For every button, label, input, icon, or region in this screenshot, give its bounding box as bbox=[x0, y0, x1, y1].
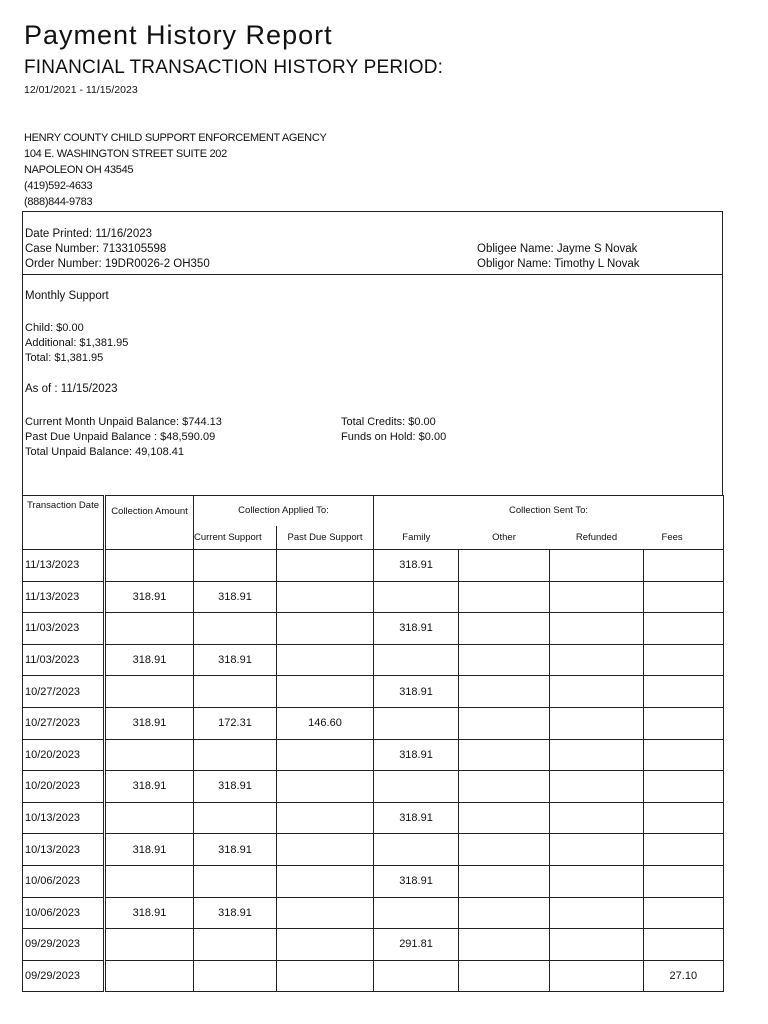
cell-collection-amount bbox=[105, 929, 194, 961]
cell-fees bbox=[644, 865, 724, 897]
table-row bbox=[23, 960, 724, 992]
cell-family: 318.91 bbox=[374, 550, 459, 582]
cell-current-support: 318.91 bbox=[194, 644, 277, 676]
table-row bbox=[23, 771, 724, 803]
cell-date: 10/20/2023 bbox=[23, 739, 105, 771]
cell-family bbox=[374, 771, 459, 803]
cell-past-due-support bbox=[277, 771, 374, 803]
cell-collection-amount bbox=[105, 739, 194, 771]
header-past-due-support: Past Due Support bbox=[277, 526, 374, 550]
cell-date: 10/13/2023 bbox=[23, 802, 105, 834]
cell-other bbox=[459, 771, 550, 803]
transaction-table bbox=[22, 495, 724, 992]
table-row bbox=[23, 707, 724, 739]
cell-fees bbox=[644, 739, 724, 771]
cell-refunded bbox=[550, 802, 644, 834]
cell-fees bbox=[644, 644, 724, 676]
cell-fees bbox=[644, 897, 724, 929]
monthly-support-heading: Monthly Support bbox=[25, 290, 109, 302]
agency-name: HENRY COUNTY CHILD SUPPORT ENFORCEMENT AGENCY bbox=[24, 132, 327, 144]
cell-other bbox=[459, 834, 550, 866]
cell-refunded bbox=[550, 581, 644, 613]
cell-date: 10/27/2023 bbox=[23, 676, 105, 708]
cell-current-support: 172.31 bbox=[194, 707, 277, 739]
cell-current-support bbox=[194, 613, 277, 645]
cell-fees bbox=[644, 771, 724, 803]
cell-fees: 27.10 bbox=[644, 960, 724, 992]
funds-on-hold: Funds on Hold: $0.00 bbox=[341, 431, 447, 443]
cell-family bbox=[374, 644, 459, 676]
date-printed: Date Printed: 11/16/2023 bbox=[25, 228, 153, 240]
total-unpaid: Total Unpaid Balance: 49,108.41 bbox=[25, 446, 185, 458]
header-refunded: Refunded bbox=[550, 526, 644, 550]
cell-family: 318.91 bbox=[374, 739, 459, 771]
cell-current-support: 318.91 bbox=[194, 834, 277, 866]
cell-refunded bbox=[550, 739, 644, 771]
cell-collection-amount: 318.91 bbox=[105, 834, 194, 866]
header-fees: Fees bbox=[644, 526, 724, 550]
cell-date: 10/06/2023 bbox=[23, 897, 105, 929]
agency-street: 104 E. WASHINGTON STREET SUITE 202 bbox=[24, 148, 227, 160]
cell-fees bbox=[644, 550, 724, 582]
header-collection-amount: Collection Amount bbox=[105, 496, 194, 550]
cell-other bbox=[459, 581, 550, 613]
cell-collection-amount: 318.91 bbox=[105, 771, 194, 803]
cell-current-support bbox=[194, 676, 277, 708]
cell-family bbox=[374, 581, 459, 613]
cell-past-due-support bbox=[277, 802, 374, 834]
cell-collection-amount: 318.91 bbox=[105, 581, 194, 613]
cell-other bbox=[459, 613, 550, 645]
header-applied-to: Collection Applied To: bbox=[194, 496, 374, 526]
cell-other bbox=[459, 644, 550, 676]
table-row bbox=[23, 897, 724, 929]
order-number: Order Number: 19DR0026-2 OH350 bbox=[25, 258, 210, 270]
table-row bbox=[23, 550, 724, 582]
agency-block bbox=[24, 130, 327, 210]
agency-phone-1: (419)592-4633 bbox=[24, 180, 93, 192]
header-family: Family bbox=[374, 526, 459, 550]
cell-refunded bbox=[550, 960, 644, 992]
cell-other bbox=[459, 707, 550, 739]
cell-family: 291.81 bbox=[374, 929, 459, 961]
cell-family bbox=[374, 834, 459, 866]
cell-current-support bbox=[194, 802, 277, 834]
balances bbox=[25, 415, 222, 460]
cell-collection-amount bbox=[105, 613, 194, 645]
cell-refunded bbox=[550, 644, 644, 676]
header-other: Other bbox=[459, 526, 550, 550]
cell-fees bbox=[644, 581, 724, 613]
child-amount: Child: $0.00 bbox=[25, 322, 84, 334]
cell-collection-amount: 318.91 bbox=[105, 644, 194, 676]
table-row bbox=[23, 644, 724, 676]
transaction-rows bbox=[23, 550, 724, 992]
cell-current-support bbox=[194, 929, 277, 961]
cell-family bbox=[374, 897, 459, 929]
agency-city: NAPOLEON OH 43545 bbox=[24, 164, 134, 176]
cell-past-due-support bbox=[277, 897, 374, 929]
cell-other bbox=[459, 897, 550, 929]
cell-date: 10/20/2023 bbox=[23, 771, 105, 803]
cell-family: 318.91 bbox=[374, 676, 459, 708]
case-info-right bbox=[477, 242, 640, 272]
header-current-support: Current Support bbox=[194, 526, 277, 550]
cell-collection-amount bbox=[105, 960, 194, 992]
case-number: Case Number: 7133105598 bbox=[25, 243, 167, 255]
table-row bbox=[23, 929, 724, 961]
report-period: 12/01/2021 - 11/15/2023 bbox=[24, 84, 138, 96]
cell-current-support: 318.91 bbox=[194, 771, 277, 803]
cell-collection-amount bbox=[105, 802, 194, 834]
obligee-name: Obligee Name: Jayme S Novak bbox=[477, 243, 638, 255]
cell-collection-amount bbox=[105, 550, 194, 582]
cell-other bbox=[459, 802, 550, 834]
cell-past-due-support bbox=[277, 676, 374, 708]
support-amounts bbox=[25, 321, 128, 366]
cell-current-support bbox=[194, 550, 277, 582]
cell-collection-amount bbox=[105, 865, 194, 897]
table-row bbox=[23, 676, 724, 708]
cell-other bbox=[459, 676, 550, 708]
cell-current-support bbox=[194, 960, 277, 992]
cell-family: 318.91 bbox=[374, 865, 459, 897]
cell-refunded bbox=[550, 897, 644, 929]
cell-fees bbox=[644, 834, 724, 866]
cell-current-support: 318.91 bbox=[194, 581, 277, 613]
cell-past-due-support bbox=[277, 960, 374, 992]
cell-past-due-support bbox=[277, 834, 374, 866]
credits bbox=[341, 415, 446, 445]
obligor-name: Obligor Name: Timothy L Novak bbox=[477, 258, 640, 270]
header-sent-to: Collection Sent To: bbox=[374, 496, 724, 526]
additional-amount: Additional: $1,381.95 bbox=[25, 337, 129, 349]
past-due-unpaid: Past Due Unpaid Balance : $48,590.09 bbox=[25, 431, 216, 443]
cell-other bbox=[459, 550, 550, 582]
case-info-box bbox=[22, 211, 723, 275]
current-month-unpaid: Current Month Unpaid Balance: $744.13 bbox=[25, 416, 222, 428]
table-row bbox=[23, 865, 724, 897]
cell-fees bbox=[644, 676, 724, 708]
cell-other bbox=[459, 960, 550, 992]
cell-family bbox=[374, 707, 459, 739]
cell-collection-amount bbox=[105, 676, 194, 708]
cell-past-due-support bbox=[277, 739, 374, 771]
report-title: Payment History Report bbox=[24, 20, 333, 50]
cell-fees bbox=[644, 802, 724, 834]
total-amount: Total: $1,381.95 bbox=[25, 352, 104, 364]
cell-past-due-support bbox=[277, 550, 374, 582]
cell-current-support bbox=[194, 739, 277, 771]
cell-refunded bbox=[550, 865, 644, 897]
cell-date: 10/13/2023 bbox=[23, 834, 105, 866]
cell-refunded bbox=[550, 550, 644, 582]
cell-fees bbox=[644, 707, 724, 739]
cell-refunded bbox=[550, 613, 644, 645]
cell-current-support: 318.91 bbox=[194, 897, 277, 929]
cell-date: 09/29/2023 bbox=[23, 929, 105, 961]
cell-date: 09/29/2023 bbox=[23, 960, 105, 992]
table-row bbox=[23, 581, 724, 613]
support-summary-box bbox=[22, 274, 723, 496]
cell-refunded bbox=[550, 929, 644, 961]
report-subtitle: FINANCIAL TRANSACTION HISTORY PERIOD: bbox=[24, 57, 444, 78]
cell-current-support bbox=[194, 865, 277, 897]
cell-family bbox=[374, 960, 459, 992]
cell-fees bbox=[644, 929, 724, 961]
table-row bbox=[23, 613, 724, 645]
cell-refunded bbox=[550, 676, 644, 708]
cell-date: 10/06/2023 bbox=[23, 865, 105, 897]
cell-past-due-support: 146.60 bbox=[277, 707, 374, 739]
cell-date: 11/13/2023 bbox=[23, 581, 105, 613]
cell-date: 11/03/2023 bbox=[23, 613, 105, 645]
cell-family: 318.91 bbox=[374, 613, 459, 645]
header-transaction-date: Transaction Date bbox=[23, 496, 105, 550]
cell-refunded bbox=[550, 707, 644, 739]
table-row bbox=[23, 834, 724, 866]
cell-fees bbox=[644, 613, 724, 645]
cell-past-due-support bbox=[277, 929, 374, 961]
cell-past-due-support bbox=[277, 581, 374, 613]
cell-date: 10/27/2023 bbox=[23, 707, 105, 739]
cell-refunded bbox=[550, 834, 644, 866]
cell-past-due-support bbox=[277, 613, 374, 645]
cell-past-due-support bbox=[277, 644, 374, 676]
table-row bbox=[23, 802, 724, 834]
cell-other bbox=[459, 929, 550, 961]
cell-date: 11/03/2023 bbox=[23, 644, 105, 676]
cell-collection-amount: 318.91 bbox=[105, 897, 194, 929]
cell-other bbox=[459, 865, 550, 897]
cell-date: 11/13/2023 bbox=[23, 550, 105, 582]
cell-collection-amount: 318.91 bbox=[105, 707, 194, 739]
total-credits: Total Credits: $0.00 bbox=[341, 416, 436, 428]
agency-phone-2: (888)844-9783 bbox=[24, 196, 93, 208]
as-of-date: As of : 11/15/2023 bbox=[25, 383, 118, 395]
cell-other bbox=[459, 739, 550, 771]
cell-family: 318.91 bbox=[374, 802, 459, 834]
cell-refunded bbox=[550, 771, 644, 803]
case-info-left bbox=[25, 227, 210, 272]
table-row bbox=[23, 739, 724, 771]
cell-past-due-support bbox=[277, 865, 374, 897]
